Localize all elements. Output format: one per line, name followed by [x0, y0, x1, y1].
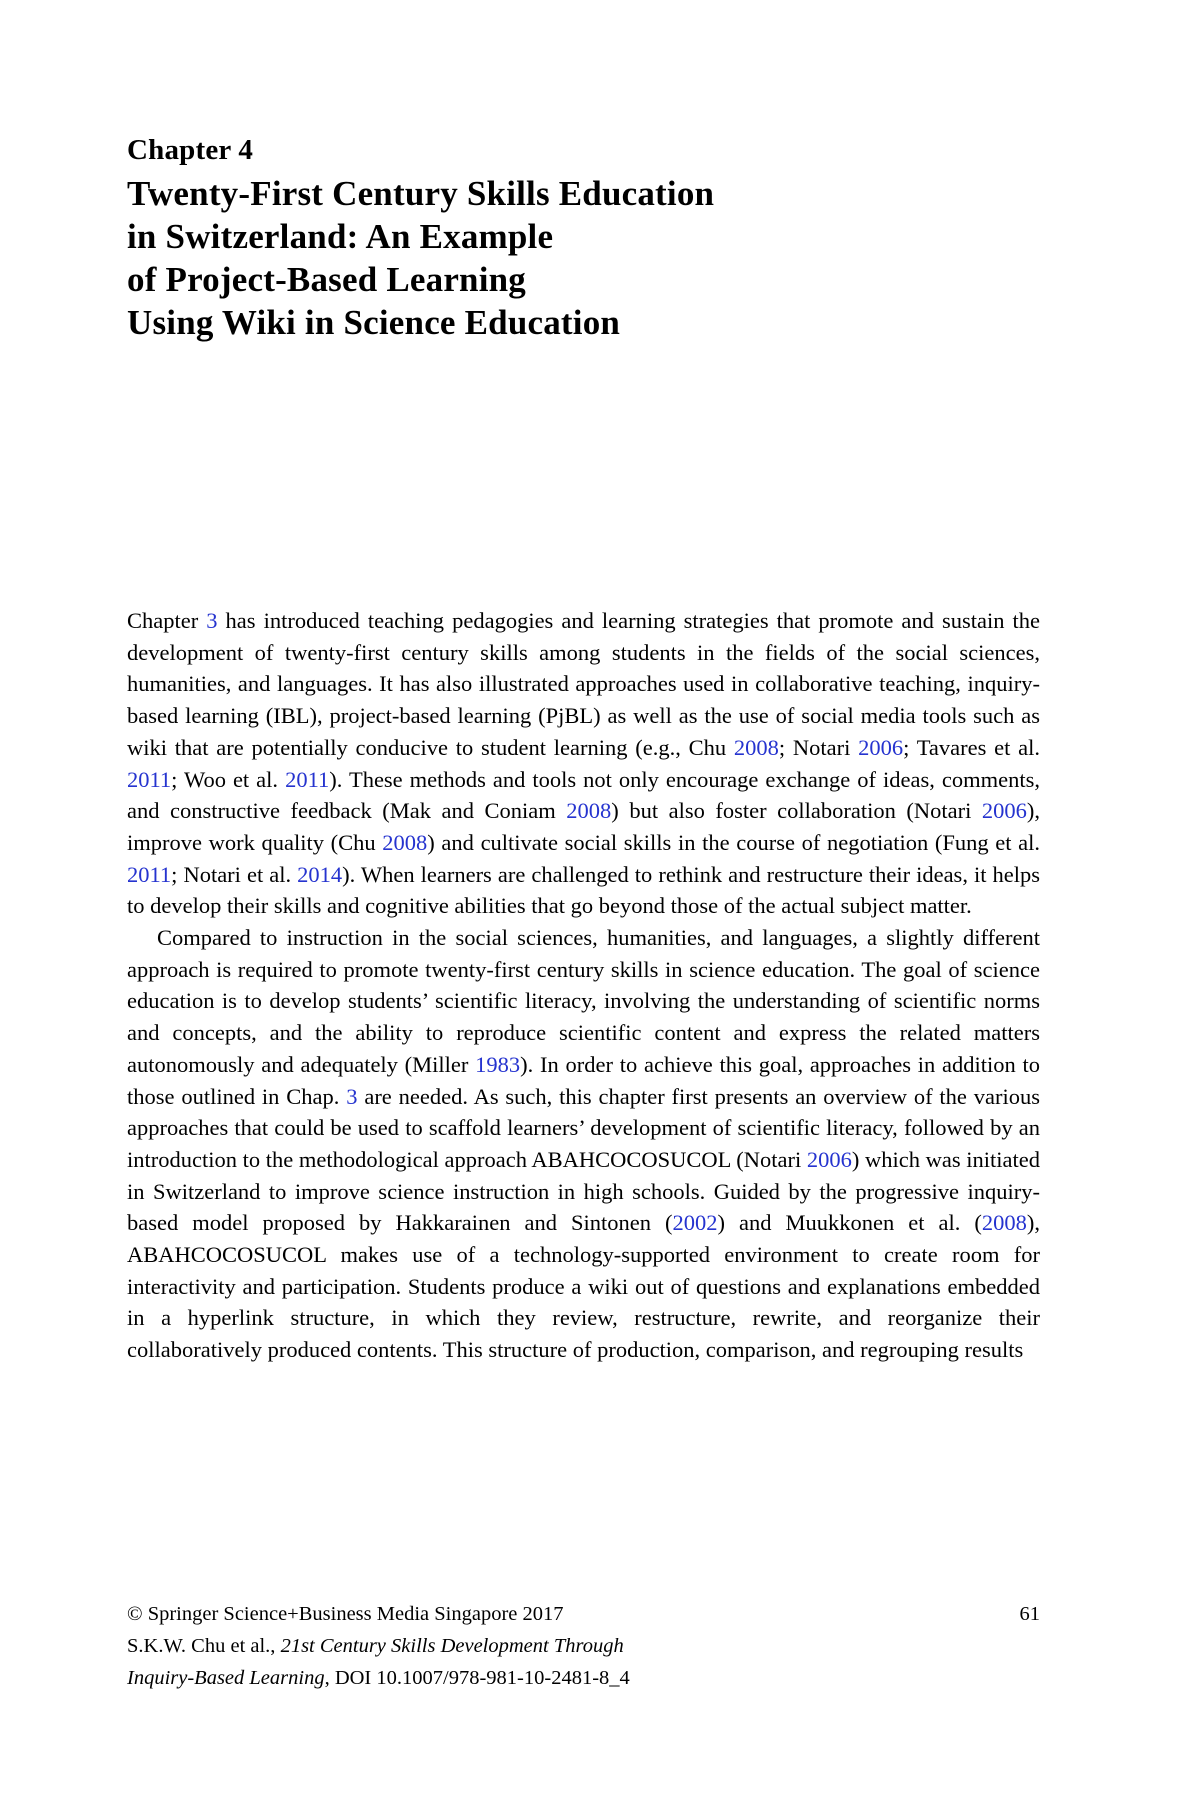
chapter-title-line: of Project-Based Learning	[127, 260, 527, 299]
chapter-title-line: in Switzerland: An Example	[127, 217, 554, 256]
footer-text-segment: © Springer Science+Business Media Singapore 2017	[127, 1603, 564, 1625]
citation-link[interactable]: 2008	[566, 798, 612, 824]
chapter-title	[127, 172, 714, 344]
footer-text-segment: Inquiry-Based Learning	[127, 1667, 325, 1689]
page-number: 61	[1019, 1603, 1040, 1625]
text-segment: ; Notari	[778, 734, 859, 760]
text-segment: Chapter	[127, 608, 207, 633]
citation-link[interactable]: 2006	[806, 1146, 852, 1172]
citation-link[interactable]: 2008	[733, 734, 779, 760]
text-segment: ). When learners are challenged to rethink and restructure their ideas, it helps to develop their skills and cognitive abilities that go beyond those of the actual subject matter.	[127, 861, 1040, 919]
text-segment: ) and cultivate social skills in the course of negotiation (Fung et al.	[427, 829, 1040, 855]
citation-link[interactable]: 2006	[858, 734, 904, 760]
body-paragraph	[127, 605, 1040, 922]
text-segment: ) but also foster collaboration (Notari	[611, 798, 982, 824]
footer-text-segment: S.K.W. Chu et al.,	[127, 1635, 281, 1657]
text-segment: ). These methods and tools not only encourage exchange of ideas, comments, and constructive feedback (Mak and Coniam	[127, 766, 1040, 824]
text-segment: ; Woo et al.	[171, 766, 286, 792]
text-segment: ), ABAHCOCOSUCOL makes use of a technology-supported environment to create room for interactivity and participation. Students produce a wiki out of questions and explanations embedded in a hyperlink structure, in which they review, restructure, rewrite, and reorganize their collaboratively produced contents. This structure of production, comparison, and regrouping results	[127, 1210, 1040, 1363]
chapter-title-line: Using Wiki in Science Education	[127, 303, 621, 342]
text-segment: ) which was initiated in Switzerland to improve science instruction in high schools. Guided by the progressive inquiry-based model proposed by Hakkarainen and Sintonen (	[127, 1146, 1041, 1236]
footer-line	[127, 1662, 1040, 1694]
citation-link[interactable]: 2006	[981, 798, 1027, 824]
footer	[127, 1598, 1040, 1694]
citation-link[interactable]: 3	[346, 1083, 358, 1109]
citation-link[interactable]: 3	[206, 608, 218, 633]
citation-link[interactable]: 2008	[981, 1210, 1027, 1236]
citation-link[interactable]: 2014	[297, 861, 343, 887]
text-segment: ; Notari et al.	[171, 861, 298, 887]
chapter-label: Chapter 4	[127, 134, 254, 166]
text-segment: ) and Muukkonen et al. (	[717, 1210, 982, 1236]
text-segment: ). In order to achieve this goal, approaches in addition to those outlined in Chap.	[127, 1051, 1041, 1109]
text-segment: Compared to instruction in the social sciences, humanities, and languages, a slightly different approach is required to promote twenty-first century skills in science education. The goal of science education is to develop students’ scientific literacy, involving the understanding of scientific norms and concepts, and the ability to reproduce scientific content and express the related matters autonomously and adequately (Miller	[127, 925, 1040, 1077]
citation-link[interactable]: 2011	[285, 766, 330, 792]
footer-text-segment: 21st Century Skills Development Through	[280, 1635, 624, 1657]
citation-link[interactable]: 1983	[475, 1051, 521, 1077]
body-text	[127, 605, 1040, 1366]
footer-line	[127, 1598, 1040, 1630]
citation-link[interactable]: 2011	[127, 766, 172, 792]
text-segment: ; Tavares et al.	[903, 734, 1040, 760]
citation-link[interactable]: 2011	[127, 861, 172, 887]
citation-link[interactable]: 2008	[382, 829, 428, 855]
text-segment: ), improve work quality (Chu	[127, 798, 1040, 855]
footer-text-segment: , DOI 10.1007/978-981-10-2481-8_4	[324, 1667, 630, 1689]
citation-link[interactable]: 2002	[672, 1210, 718, 1236]
body-paragraph	[127, 922, 1040, 1366]
text-segment: are needed. As such, this chapter first presents an overview of the various approaches that could be used to scaffold learners’ development of scientific literacy, followed by an introduction to the methodological approach ABAHCOCOSUCOL (Notari	[127, 1083, 1040, 1172]
footer-line	[127, 1630, 1040, 1662]
text-segment: has introduced teaching pedagogies and learning strategies that promote and sustain the development of twenty-first century skills among students in the fields of the social sciences, humanities, and languages. It has also illustrated approaches used in collaborative teaching, inquiry-based learning (IBL), project-based learning (PjBL) as well as the use of social media tools such as wiki that are potentially conducive to student learning (e.g., Chu	[127, 608, 1040, 760]
chapter-title-line: Twenty-First Century Skills Education	[127, 174, 715, 213]
